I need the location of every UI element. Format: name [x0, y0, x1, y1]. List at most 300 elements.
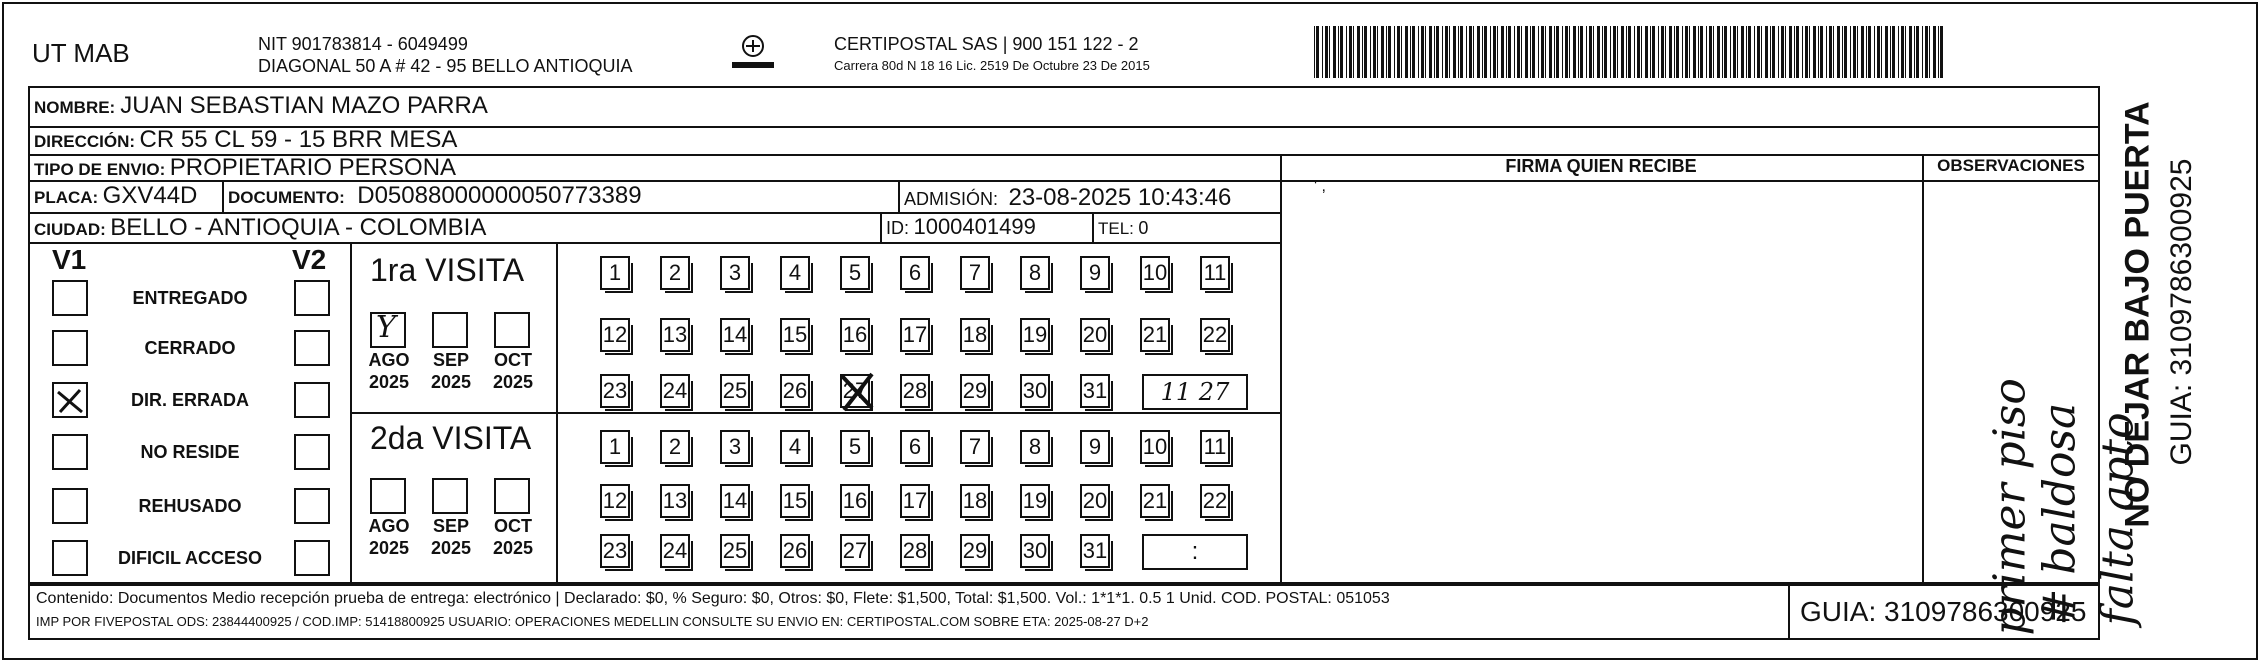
barcode-bar	[1482, 26, 1483, 78]
barcode-bar	[1388, 26, 1391, 78]
barcode-bar	[1589, 26, 1592, 78]
month-checkbox[interactable]	[494, 478, 530, 514]
day-checkbox[interactable]	[600, 484, 630, 518]
barcode-bar	[1829, 26, 1832, 78]
status-label: CERRADO	[144, 338, 236, 358]
barcode-bar	[1737, 26, 1738, 78]
v2-checkbox[interactable]	[294, 330, 330, 366]
company-name: UT MAB	[32, 38, 130, 68]
barcode-bar	[1641, 26, 1642, 78]
month-checkbox[interactable]	[432, 478, 468, 514]
day-label: 18	[962, 322, 988, 347]
barcode-bar	[1316, 26, 1319, 78]
day-label: 16	[842, 488, 868, 513]
barcode-bar	[1412, 26, 1415, 78]
barcode-bar	[1497, 26, 1498, 78]
month-checkbox[interactable]	[370, 312, 406, 348]
day-label: 8	[1028, 434, 1042, 459]
barcode-bar	[1634, 26, 1635, 78]
day-label: 20	[1082, 488, 1108, 513]
day-checkbox[interactable]	[780, 534, 810, 568]
v1-checkbox[interactable]	[52, 488, 88, 524]
barcode-bar	[1436, 26, 1439, 78]
barcode-bar	[1405, 26, 1408, 78]
barcode-bar	[1373, 26, 1376, 78]
v2-checkbox[interactable]	[294, 488, 330, 524]
barcode-bar	[1453, 26, 1456, 78]
day-checkbox[interactable]	[660, 256, 690, 290]
barcode-bar	[1652, 26, 1655, 78]
day-checkbox[interactable]	[960, 484, 990, 518]
col-divider	[1280, 154, 1282, 584]
month-label: OCT	[494, 350, 532, 370]
day-label: 2	[668, 260, 682, 285]
day-label: 4	[788, 260, 802, 285]
day-label: 24	[662, 538, 688, 563]
barcode-bar	[1377, 26, 1378, 78]
barcode-bar	[1796, 26, 1799, 78]
barcode-icon	[1314, 26, 1950, 78]
day-checkbox[interactable]	[1200, 484, 1230, 518]
month-checkbox[interactable]	[432, 312, 468, 348]
day-checkbox[interactable]	[720, 374, 750, 408]
day-checkbox[interactable]	[900, 430, 930, 464]
barcode-bar	[1545, 26, 1546, 78]
day-checkbox[interactable]	[600, 534, 630, 568]
barcode-bar	[1844, 26, 1847, 78]
barcode-bar	[1329, 26, 1330, 78]
day-label: 7	[968, 434, 982, 459]
day-label: 14	[722, 322, 748, 347]
day-checkbox[interactable]	[660, 318, 690, 352]
barcode-bar	[1772, 26, 1775, 78]
day-label: 11	[1203, 434, 1227, 459]
tipo-label: TIPO DE ENVIO:	[34, 160, 166, 179]
barcode-bar	[1665, 26, 1666, 78]
barcode-bar	[1826, 26, 1827, 78]
day-label: 13	[662, 488, 688, 513]
day-checkbox[interactable]	[600, 256, 630, 290]
barcode-bar	[1778, 26, 1779, 78]
day-label: 1	[608, 260, 622, 285]
day-label: 12	[602, 488, 628, 513]
barcode-bar	[1820, 26, 1823, 78]
day-checkbox[interactable]	[960, 374, 990, 408]
barcode-bar	[1322, 26, 1323, 78]
barcode-bar	[1477, 26, 1480, 78]
barcode-bar	[1410, 26, 1411, 78]
day-label: 22	[1202, 322, 1228, 347]
barcode-bar	[1730, 26, 1731, 78]
barcode-bar	[1685, 26, 1688, 78]
barcode-bar	[1746, 26, 1747, 78]
barcode-bar	[1850, 26, 1851, 78]
barcode-bar	[1650, 26, 1651, 78]
barcode-bar	[1709, 26, 1712, 78]
day-checkbox[interactable]	[660, 430, 690, 464]
v1-checkbox[interactable]	[52, 280, 88, 316]
side-warning: NO DEJAR BAJO PUERTA	[2118, 101, 2157, 528]
barcode-bar	[1809, 26, 1810, 78]
day-checkbox[interactable]	[1080, 374, 1110, 408]
barcode-bar	[1909, 26, 1912, 78]
tel-label: TEL:	[1098, 219, 1134, 238]
nombre-value: JUAN SEBASTIAN MAZO PARRA	[120, 92, 488, 119]
barcode-bar	[1549, 26, 1552, 78]
barcode-bar	[1554, 26, 1555, 78]
barcode-bar	[1613, 26, 1616, 78]
day-checkbox[interactable]	[1080, 256, 1110, 290]
barcode-bar	[1761, 26, 1762, 78]
barcode-bar	[1717, 26, 1720, 78]
barcode-bar	[1610, 26, 1611, 78]
col-divider	[222, 180, 224, 212]
check-mark-icon	[54, 384, 86, 416]
status-label: DIR. ERRADA	[130, 390, 249, 410]
barcode-bar	[1565, 26, 1568, 78]
barcode-bar	[1890, 26, 1891, 78]
barcode-bar	[1853, 26, 1856, 78]
day-label: 21	[1142, 488, 1168, 513]
day-label: 18	[962, 488, 988, 513]
day-label: 20	[1082, 322, 1108, 347]
barcode-bar	[1861, 26, 1864, 78]
day-checkbox[interactable]	[600, 318, 630, 352]
footer-line-1: Contenido: Documentos Medio recepción prueba de entrega: electrónico | Declarado: $0, % Seguro: $0, Otros: $0, Flete: $1,500, Total: $1,500. Vol.: 1*1*1. 0.5 1 Unid. COD. POSTAL: 051053	[36, 590, 1390, 607]
day-label: 28	[902, 378, 928, 403]
barcode-bar	[1578, 26, 1579, 78]
barcode-bar	[1940, 26, 1943, 78]
day-checkbox[interactable]	[720, 256, 750, 290]
barcode-bar	[1525, 26, 1528, 78]
barcode-bar	[1580, 26, 1583, 78]
barcode-bar	[1569, 26, 1570, 78]
v2-checkbox[interactable]	[294, 540, 330, 576]
barcode-bar	[1682, 26, 1683, 78]
day-checkbox[interactable]	[900, 318, 930, 352]
barcode-bar	[1857, 26, 1858, 78]
day-label: 7	[968, 260, 982, 285]
day-checkbox[interactable]	[1200, 430, 1230, 464]
barcode-bar	[1929, 26, 1930, 78]
company-nit: NIT 901783814 - 6049499	[258, 34, 468, 54]
barcode-bar	[1449, 26, 1450, 78]
admision-label: ADMISIÓN:	[904, 189, 999, 209]
day-label: 27	[842, 378, 868, 403]
barcode-bar	[1713, 26, 1714, 78]
day-checkbox[interactable]	[840, 374, 870, 408]
barcode-bar	[1597, 26, 1600, 78]
barcode-bar	[1905, 26, 1906, 78]
barcode-bar	[1866, 26, 1867, 78]
v2-checkbox[interactable]	[294, 434, 330, 470]
footer-guia: GUIA: 3109786300925	[1800, 596, 2087, 627]
barcode-bar	[1789, 26, 1792, 78]
day-checkbox[interactable]	[720, 534, 750, 568]
barcode-bar	[1925, 26, 1928, 78]
day-checkbox[interactable]	[1020, 374, 1050, 408]
company-address: DIAGONAL 50 A # 42 - 95 BELLO ANTIOQUIA	[258, 56, 633, 76]
day-label: 24	[662, 378, 688, 403]
barcode-bar	[1460, 26, 1463, 78]
day-checkbox[interactable]	[1080, 534, 1110, 568]
status-label: NO RESIDE	[140, 442, 240, 462]
day-checkbox[interactable]	[1080, 484, 1110, 518]
day-checkbox[interactable]	[960, 318, 990, 352]
status-label: REHUSADO	[138, 496, 242, 516]
v1-checkbox[interactable]	[52, 382, 88, 418]
day-checkbox[interactable]	[900, 534, 930, 568]
barcode-bar	[1362, 26, 1363, 78]
day-label: 26	[782, 378, 808, 403]
barcode-bar	[1364, 26, 1367, 78]
day-checkbox[interactable]	[840, 256, 870, 290]
day-checkbox[interactable]	[660, 374, 690, 408]
day-checkbox[interactable]	[660, 534, 690, 568]
barcode-bar	[1346, 26, 1347, 78]
day-label: 2	[668, 434, 682, 459]
day-checkbox[interactable]	[780, 374, 810, 408]
barcode-bar	[1898, 26, 1899, 78]
barcode-bar	[1842, 26, 1843, 78]
day-checkbox[interactable]	[960, 256, 990, 290]
placa-label: PLACA:	[34, 188, 99, 207]
day-mark-icon	[838, 370, 878, 422]
barcode-bar	[1573, 26, 1576, 78]
v1-checkbox[interactable]	[52, 434, 88, 470]
day-label: 4	[788, 434, 802, 459]
day-label: 9	[1088, 434, 1102, 459]
day-checkbox[interactable]	[660, 484, 690, 518]
barcode-bar	[1370, 26, 1371, 78]
barcode-bar	[1532, 26, 1535, 78]
day-label: 10	[1142, 260, 1168, 285]
row-divider	[350, 412, 1280, 414]
day-checkbox[interactable]	[1200, 256, 1230, 290]
observaciones-line-1: primer piso	[1984, 378, 2036, 636]
barcode-bar	[1881, 26, 1882, 78]
day-label: 30	[1022, 378, 1048, 403]
barcode-bar	[1442, 26, 1443, 78]
month-checkbox[interactable]	[494, 312, 530, 348]
ciudad-label: CIUDAD:	[34, 220, 106, 239]
barcode-bar	[1386, 26, 1387, 78]
barcode-bar	[1628, 26, 1631, 78]
col-divider	[880, 212, 882, 242]
tel-value: 0	[1138, 218, 1149, 238]
v2-header: V2	[292, 244, 327, 275]
status-label: ENTREGADO	[132, 288, 248, 308]
signature-mark: ' ,	[1314, 178, 1326, 195]
barcode-bar	[1429, 26, 1432, 78]
barcode-bar	[1340, 26, 1343, 78]
time-field[interactable]	[1142, 534, 1248, 570]
day-checkbox[interactable]	[1140, 318, 1170, 352]
barcode-bar	[1593, 26, 1594, 78]
barcode-bar	[1353, 26, 1354, 78]
id-value: 1000401499	[913, 214, 1036, 239]
year-label: 2025	[492, 372, 534, 392]
day-label: 15	[782, 488, 808, 513]
day-checkbox[interactable]	[960, 430, 990, 464]
barcode-bar	[1458, 26, 1459, 78]
day-checkbox[interactable]	[780, 318, 810, 352]
barcode-bar	[1757, 26, 1760, 78]
day-checkbox[interactable]	[840, 430, 870, 464]
month-checkbox[interactable]	[370, 478, 406, 514]
v2-checkbox[interactable]	[294, 382, 330, 418]
day-label: 27	[842, 538, 868, 563]
day-label: 31	[1082, 538, 1108, 563]
day-checkbox[interactable]	[1020, 484, 1050, 518]
barcode-bar	[1397, 26, 1400, 78]
day-label: 21	[1142, 322, 1168, 347]
day-label: 26	[782, 538, 808, 563]
barcode-bar	[1541, 26, 1544, 78]
day-label: 25	[722, 378, 748, 403]
v1-checkbox[interactable]	[52, 330, 88, 366]
day-label: 5	[848, 434, 862, 459]
barcode-bar	[1394, 26, 1395, 78]
day-checkbox[interactable]	[1140, 484, 1170, 518]
documento-value: D05088000000050773389	[357, 182, 642, 209]
barcode-bar	[1325, 26, 1328, 78]
barcode-bar	[1473, 26, 1474, 78]
barcode-bar	[1421, 26, 1424, 78]
day-checkbox[interactable]	[1020, 318, 1050, 352]
day-label: 23	[602, 378, 628, 403]
day-checkbox[interactable]	[720, 484, 750, 518]
barcode-bar	[1833, 26, 1834, 78]
courier-name: CERTIPOSTAL SAS | 900 151 122 - 2	[834, 34, 1139, 54]
barcode-bar	[1506, 26, 1507, 78]
day-label: 11	[1203, 260, 1227, 285]
barcode-bar	[1538, 26, 1539, 78]
barcode-bar	[1508, 26, 1511, 78]
status-label: DIFICIL ACCESO	[117, 548, 262, 568]
day-label: 25	[722, 538, 748, 563]
day-label: 28	[902, 538, 928, 563]
v1-checkbox[interactable]	[52, 540, 88, 576]
barcode-bar	[1669, 26, 1672, 78]
nombre-label: NOMBRE:	[34, 98, 116, 117]
day-checkbox[interactable]	[780, 484, 810, 518]
barcode-bar	[1661, 26, 1664, 78]
barcode-bar	[1418, 26, 1419, 78]
day-checkbox[interactable]	[1200, 318, 1230, 352]
day-checkbox[interactable]	[720, 318, 750, 352]
barcode-bar	[1914, 26, 1915, 78]
time-field[interactable]	[1142, 374, 1248, 410]
footer-line-2: IMP POR FIVEPOSTAL ODS: 23844400925 / COD.IMP: 51418800925 USUARIO: OPERACIONES MEDELLIN CONSULTE SU ENVIO EN: CERTIPOSTAL.COM SOBRE ETA: 2025-08-27 D+2	[36, 614, 1149, 629]
barcode	[1314, 26, 1950, 78]
day-label: 30	[1022, 538, 1048, 563]
admision-value: 23-08-2025 10:43:46	[1008, 184, 1232, 211]
barcode-bar	[1466, 26, 1467, 78]
day-checkbox[interactable]	[1020, 534, 1050, 568]
day-checkbox[interactable]	[1140, 256, 1170, 290]
barcode-bar	[1741, 26, 1744, 78]
observaciones-line-2: # baldosa	[2034, 402, 2086, 626]
barcode-bar	[1770, 26, 1771, 78]
barcode-bar	[1813, 26, 1816, 78]
courier-license: Carrera 80d N 18 16 Lic. 2519 De Octubre 23 De 2015	[834, 58, 1150, 73]
day-label: 14	[722, 488, 748, 513]
barcode-bar	[1938, 26, 1939, 78]
day-checkbox[interactable]	[840, 318, 870, 352]
day-checkbox[interactable]	[1140, 430, 1170, 464]
barcode-bar	[1556, 26, 1559, 78]
day-checkbox[interactable]	[600, 374, 630, 408]
day-checkbox[interactable]	[840, 534, 870, 568]
day-checkbox[interactable]	[900, 374, 930, 408]
barcode-bar	[1514, 26, 1515, 78]
day-checkbox[interactable]	[960, 534, 990, 568]
day-checkbox[interactable]	[900, 256, 930, 290]
side-guia: GUIA: 3109786300925	[2165, 158, 2198, 466]
day-checkbox[interactable]	[780, 256, 810, 290]
barcode-bar	[1794, 26, 1795, 78]
barcode-bar	[1604, 26, 1607, 78]
barcode-bar	[1892, 26, 1895, 78]
day-label: 8	[1028, 260, 1042, 285]
day-label: 12	[602, 322, 628, 347]
day-checkbox[interactable]	[840, 484, 870, 518]
day-label: 3	[728, 260, 742, 285]
barcode-bar	[1724, 26, 1727, 78]
courier-logo	[728, 34, 778, 74]
day-label: 6	[908, 260, 922, 285]
barcode-bar	[1781, 26, 1784, 78]
barcode-bar	[1381, 26, 1384, 78]
month-label: SEP	[432, 516, 470, 536]
barcode-bar	[1885, 26, 1888, 78]
barcode-bar	[1562, 26, 1563, 78]
barcode-bar	[1748, 26, 1751, 78]
barcode-bar	[1338, 26, 1339, 78]
day-label: 15	[782, 322, 808, 347]
placa-value: GXV44D	[102, 182, 198, 209]
day-checkbox[interactable]	[900, 484, 930, 518]
year-label: 2025	[368, 372, 410, 392]
barcode-bar	[1802, 26, 1803, 78]
year-label: 2025	[492, 538, 534, 558]
barcode-bar	[1765, 26, 1768, 78]
day-label: 9	[1088, 260, 1102, 285]
barcode-bar	[1733, 26, 1736, 78]
barcode-bar	[1349, 26, 1352, 78]
day-checkbox[interactable]	[1020, 256, 1050, 290]
day-checkbox[interactable]	[1020, 430, 1050, 464]
barcode-bar	[1586, 26, 1587, 78]
day-checkbox[interactable]	[1080, 430, 1110, 464]
handwritten-time: 11 27	[1160, 378, 1230, 406]
barcode-bar	[1754, 26, 1755, 78]
day-checkbox[interactable]	[1080, 318, 1110, 352]
direccion-label: DIRECCIÓN:	[34, 132, 136, 151]
barcode-bar	[1706, 26, 1707, 78]
barcode-bar	[1445, 26, 1448, 78]
day-checkbox[interactable]	[600, 430, 630, 464]
time-separator: :	[1191, 538, 1199, 565]
barcode-bar	[1521, 26, 1522, 78]
observaciones-header: OBSERVACIONES	[1937, 156, 2085, 175]
day-checkbox[interactable]	[720, 430, 750, 464]
day-checkbox[interactable]	[780, 430, 810, 464]
day-label: 13	[662, 322, 688, 347]
barcode-bar	[1469, 26, 1472, 78]
v2-checkbox[interactable]	[294, 280, 330, 316]
